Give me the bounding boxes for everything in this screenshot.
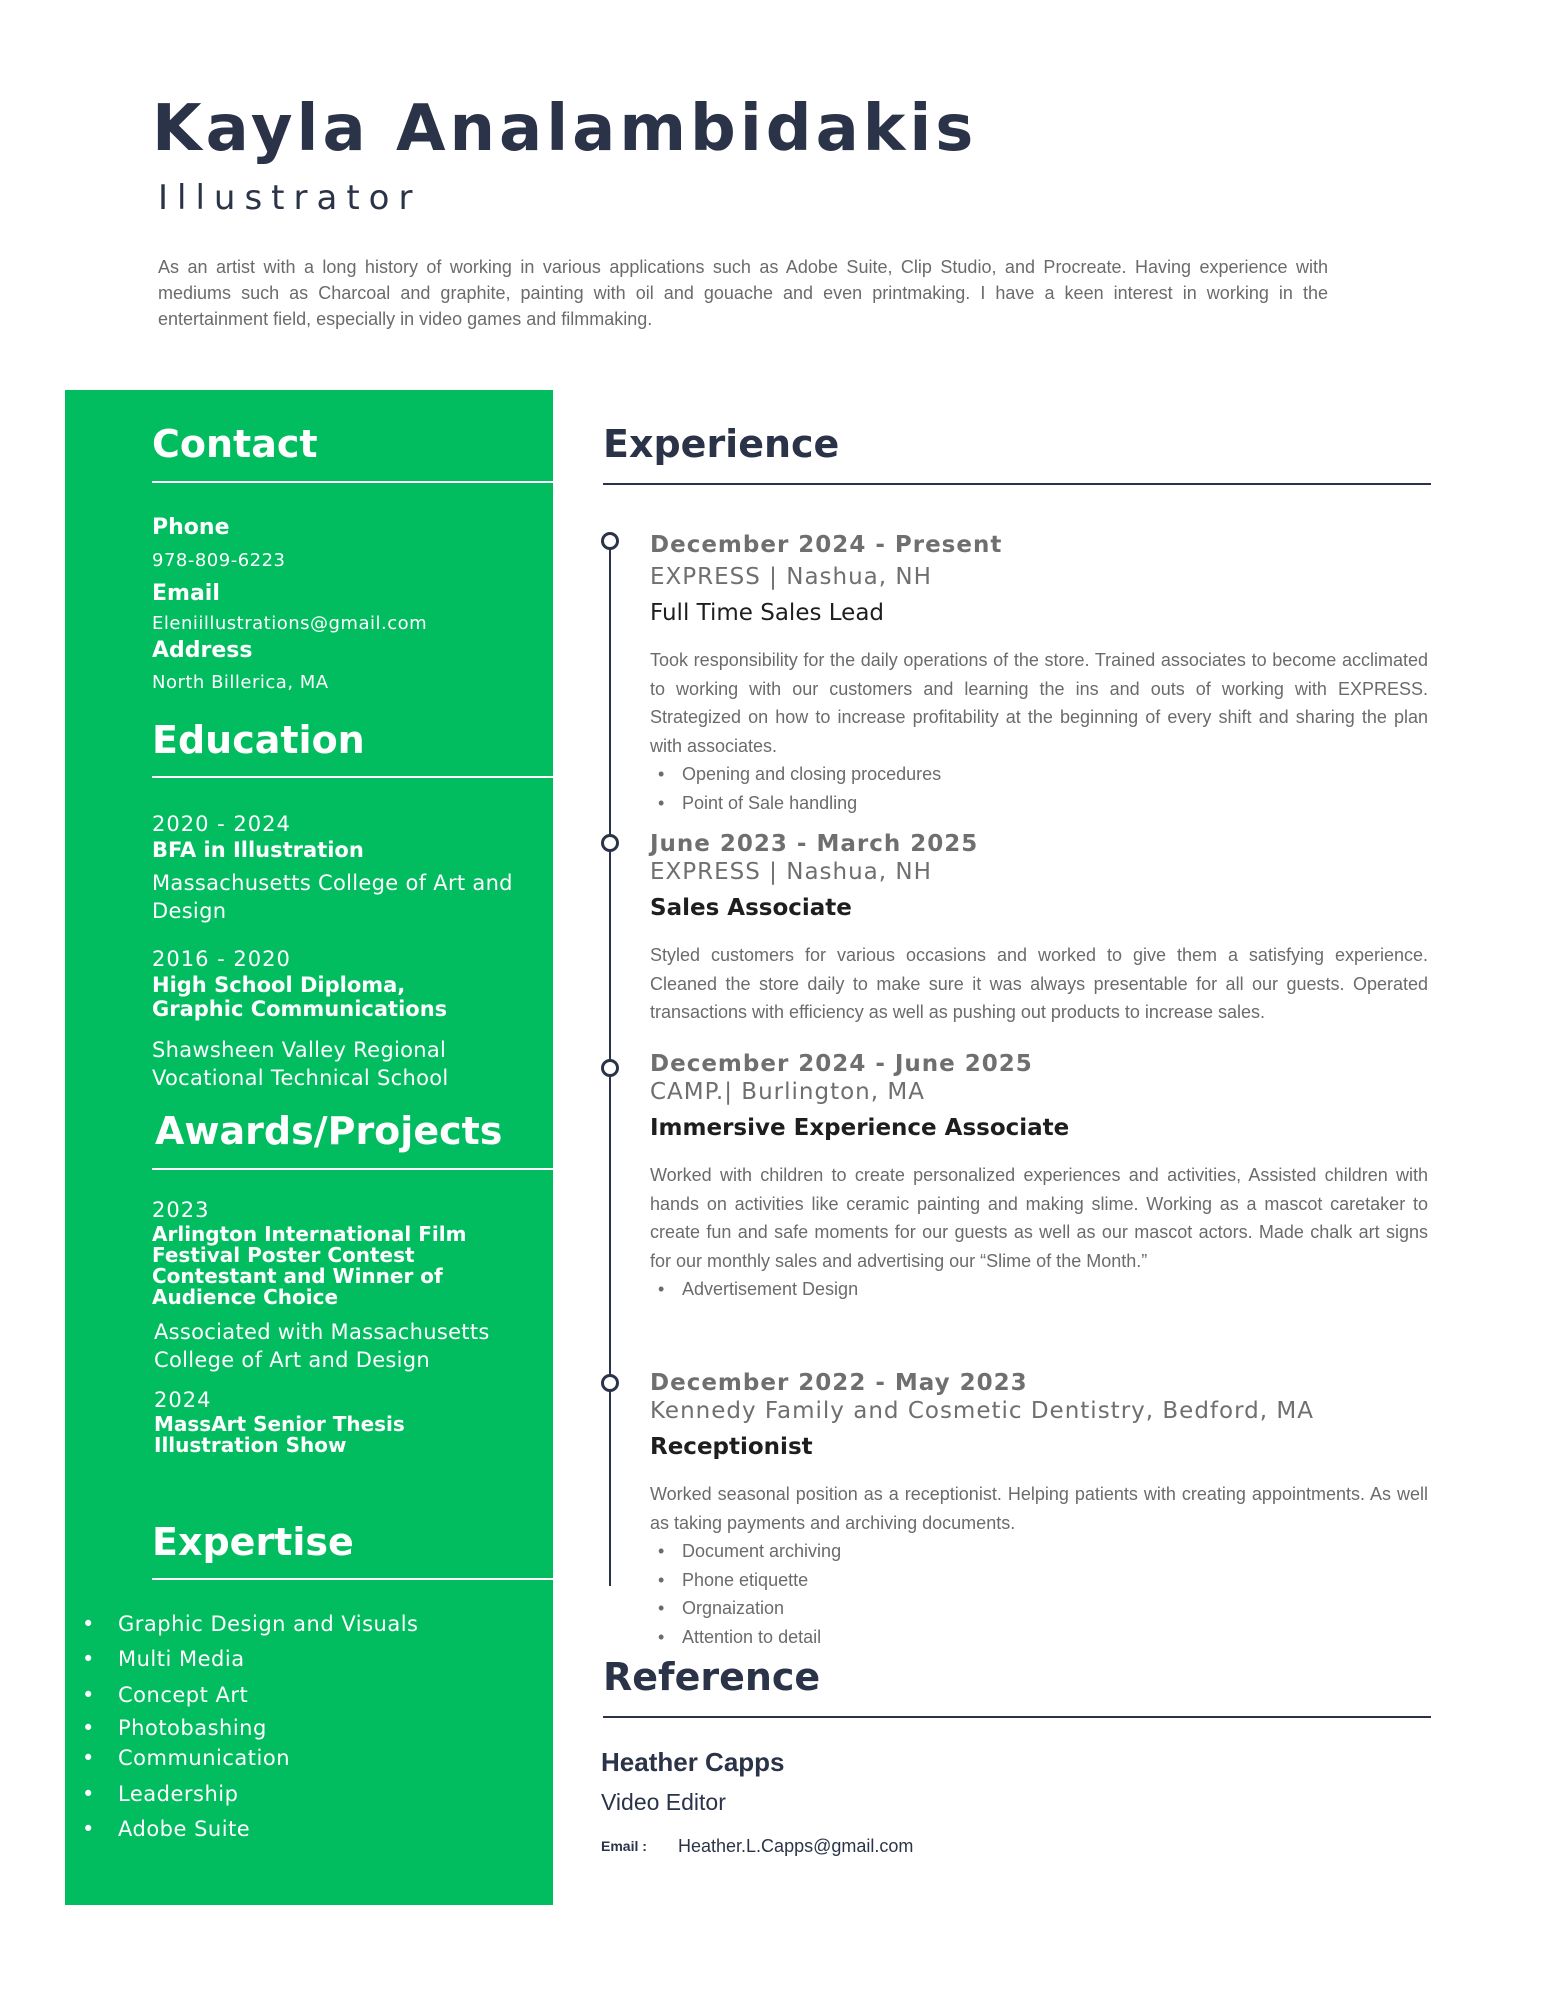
job-date: December 2024 - June 2025 (650, 1051, 1033, 1077)
contact-heading: Contact (152, 422, 318, 466)
education-years: 2020 - 2024 (152, 812, 291, 836)
award-year: 2024 (154, 1388, 212, 1412)
reference-name: Heather Capps (601, 1747, 785, 1777)
expertise-item: • Photobashing (82, 1716, 418, 1740)
job-bullet-list (650, 1275, 1428, 1304)
reference-email[interactable]: Heather.L.Capps@gmail.com (678, 1836, 914, 1856)
education-degree: BFA in Illustration (152, 838, 364, 862)
awards-heading: Awards/Projects (155, 1109, 503, 1153)
education-divider (152, 776, 553, 778)
experience-entry (650, 1051, 1428, 1304)
reference-divider (603, 1716, 1431, 1718)
candidate-role: Illustrator (158, 178, 422, 218)
expertise-item: • Communication (82, 1746, 418, 1770)
job-date: December 2022 - May 2023 (650, 1370, 1028, 1396)
job-title: Sales Associate (650, 895, 852, 921)
expertise-item: • Graphic Design and Visuals (82, 1612, 418, 1636)
job-title: Immersive Experience Associate (650, 1115, 1070, 1141)
timeline-dot (601, 834, 619, 852)
email-label: Email (152, 581, 220, 606)
expertise-list (82, 1612, 418, 1841)
job-company: EXPRESS | Nashua, NH (650, 859, 932, 885)
job-bullet: • Phone etiquette (650, 1566, 1428, 1595)
job-date: June 2023 - March 2025 (650, 831, 979, 857)
job-description: Took responsibility for the daily operations of the store. Trained associates to become acclimated to working with our customers and learning the ins and outs of working with EXPRESS. Strategized on how to increase profitability at the beginning of every shift and sharing the plan with associates. (650, 650, 1428, 756)
job-bullet: • Advertisement Design (650, 1275, 1428, 1304)
job-bullet: • Document archiving (650, 1537, 1428, 1566)
awards-divider (152, 1168, 553, 1170)
phone-label: Phone (152, 515, 230, 540)
job-title: Full Time Sales Lead (650, 600, 885, 626)
job-bullet-list (650, 760, 1428, 817)
job-company: Kennedy Family and Cosmetic Dentistry, Bedford, MA (650, 1398, 1314, 1424)
candidate-name: Kayla Analambidakis (152, 92, 978, 166)
job-bullet: • Point of Sale handling (650, 789, 1428, 818)
summary-paragraph: As an artist with a long history of working in various applications such as Adobe Suite, Clip Studio, and Procreate. Having experience with mediums such as Charcoal and graphite, painting with oil and gouache and even printmaking. I have a keen interest in working in the entertainment field, especially in video games and filmmaking. (158, 257, 1328, 329)
expertise-heading: Expertise (152, 1520, 354, 1564)
expertise-item: • Adobe Suite (82, 1817, 418, 1841)
expertise-item: • Concept Art (82, 1683, 418, 1707)
job-bullet: • Opening and closing procedures (650, 760, 1428, 789)
job-bullet-list (650, 1537, 1428, 1651)
job-description: Worked seasonal position as a receptionist. Helping patients with creating appointments. As well as taking payments and archiving documents. (650, 1484, 1428, 1533)
award-note: Associated with Massachusetts College of Art and Design (154, 1320, 490, 1372)
job-title: Receptionist (650, 1434, 813, 1460)
job-description: Styled customers for various occasions and worked to give them a satisfying experience. Cleaned the store daily to make sure it was always presentable for all our guests. Operated transactions with efficiency as well as pushing out products to increase sales. (650, 945, 1428, 1022)
email-value: Eleniillustrations@gmail.com (152, 613, 428, 634)
education-heading: Education (152, 718, 365, 762)
award-year: 2023 (152, 1198, 210, 1222)
experience-entry (650, 1370, 1428, 1651)
reference-role: Video Editor (601, 1789, 726, 1815)
address-label: Address (152, 638, 253, 663)
education-years: 2016 - 2020 (152, 947, 291, 971)
timeline-dot (601, 532, 619, 550)
address-value: North Billerica, MA (152, 672, 329, 693)
experience-heading: Experience (603, 422, 840, 466)
education-school: Shawsheen Valley Regional Vocational Technical School (152, 1038, 449, 1090)
job-bullet: • Attention to detail (650, 1623, 1428, 1652)
expertise-divider (152, 1578, 553, 1580)
reference-email-label: Email : (601, 1838, 647, 1854)
experience-entry (650, 831, 1428, 1027)
experience-entry (650, 532, 1428, 817)
timeline-dot (601, 1059, 619, 1077)
expertise-item: • Multi Media (82, 1647, 418, 1671)
job-company: CAMP.| Burlington, MA (650, 1079, 925, 1105)
education-degree: High School Diploma, Graphic Communications (152, 973, 448, 1021)
reference-heading: Reference (603, 1655, 821, 1699)
education-school: Massachusetts College of Art and Design (152, 871, 513, 923)
experience-divider (603, 483, 1431, 485)
job-description: Worked with children to create personalized experiences and activities, Assisted children with hands on activities like ceramic painting and making slime. Working as a mascot caretaker to create fun and safe moments for our guests as well as our mascot actors. Made chalk art signs for our monthly sales and advertising our “Slime of the Month.” (650, 1165, 1428, 1271)
phone-value: 978-809-6223 (152, 550, 286, 571)
award-title: MassArt Senior Thesis Illustration Show (154, 1412, 405, 1457)
expertise-item: • Leadership (82, 1782, 418, 1806)
timeline-dot (601, 1374, 619, 1392)
contact-divider (152, 481, 553, 483)
job-bullet: • Orgnaization (650, 1594, 1428, 1623)
job-date: December 2024 - Present (650, 532, 1003, 558)
job-company: EXPRESS | Nashua, NH (650, 564, 932, 590)
award-title: Arlington International Film Festival Poster Contest Contestant and Winner of Audience Choice (152, 1222, 467, 1309)
